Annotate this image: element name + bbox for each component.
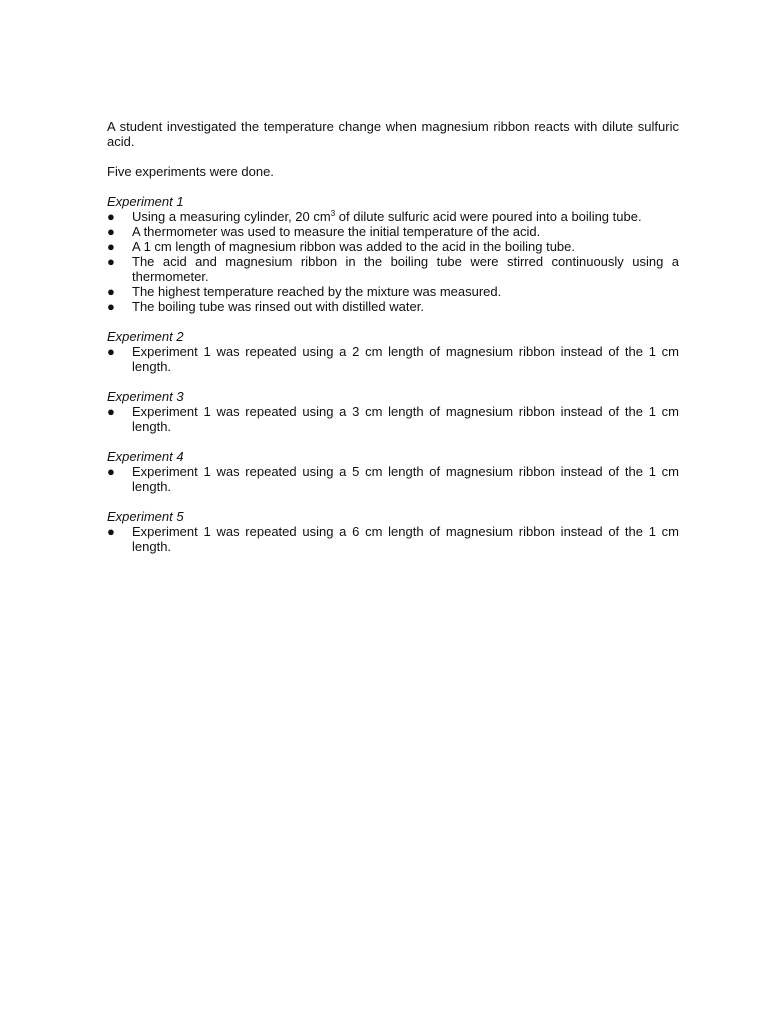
bullet-icon: ● [107,254,115,269]
experiment-4-steps [107,464,679,494]
step-text: Experiment 1 was repeated using a 3 cm length of magnesium ribbon instead of the 1 cm length. [132,404,679,434]
experiment-2-steps [107,344,679,374]
bullet-icon: ● [107,224,115,239]
experiment-5-section [107,509,679,554]
list-item [107,524,679,554]
experiment-1-section [107,194,679,314]
bullet-icon: ● [107,284,115,299]
bullet-icon: ● [107,464,115,479]
step-text: The acid and magnesium ribbon in the boiling tube were stirred continuously using a thermometer. [132,254,679,284]
list-item [107,284,679,299]
list-item [107,224,679,239]
bullet-icon: ● [107,344,115,359]
step-text: Using a measuring cylinder, 20 $cm^3$ of dilute sulfuric acid were poured into a boiling tube. [132,209,642,224]
step-text: The boiling tube was rinsed out with distilled water. [132,299,424,314]
experiment-title: Experiment 4 [107,449,184,464]
bullet-icon: ● [107,299,115,314]
superscript: 3 [330,209,336,218]
experiment-4-section [107,449,679,494]
list-item [107,209,679,224]
step-text: A thermometer was used to measure the initial temperature of the acid. [132,224,541,239]
experiment-title: Experiment 2 [107,329,184,344]
step-text: Experiment 1 was repeated using a 6 cm length of magnesium ribbon instead of the 1 cm length. [132,524,679,554]
experiment-title: Experiment 3 [107,389,184,404]
intro-paragraph: A student investigated the temperature change when magnesium ribbon reacts with dilute sulfuric acid. [107,119,679,149]
list-item [107,239,679,254]
intro-sentence: Five experiments were done. [107,164,274,179]
list-item [107,404,679,434]
bullet-icon: ● [107,404,115,419]
experiment-title: Experiment 1 [107,194,184,209]
experiment-1-steps [107,209,679,314]
list-item [107,344,679,374]
experiment-2-section [107,329,679,374]
bullet-icon: ● [107,239,115,254]
experiment-title: Experiment 5 [107,509,184,524]
document-page [107,119,679,554]
bullet-icon: ● [107,209,115,224]
list-item [107,254,679,284]
list-item [107,299,679,314]
experiment-3-section [107,389,679,434]
experiment-5-steps [107,524,679,554]
experiment-3-steps [107,404,679,434]
step-text: Experiment 1 was repeated using a 5 cm length of magnesium ribbon instead of the 1 cm length. [132,464,679,494]
list-item [107,464,679,494]
step-text: A 1 cm length of magnesium ribbon was added to the acid in the boiling tube. [132,239,576,254]
bullet-icon: ● [107,524,115,539]
step-text: The highest temperature reached by the mixture was measured. [132,284,502,299]
step-text: Experiment 1 was repeated using a 2 cm length of magnesium ribbon instead of the 1 cm length. [132,344,679,374]
